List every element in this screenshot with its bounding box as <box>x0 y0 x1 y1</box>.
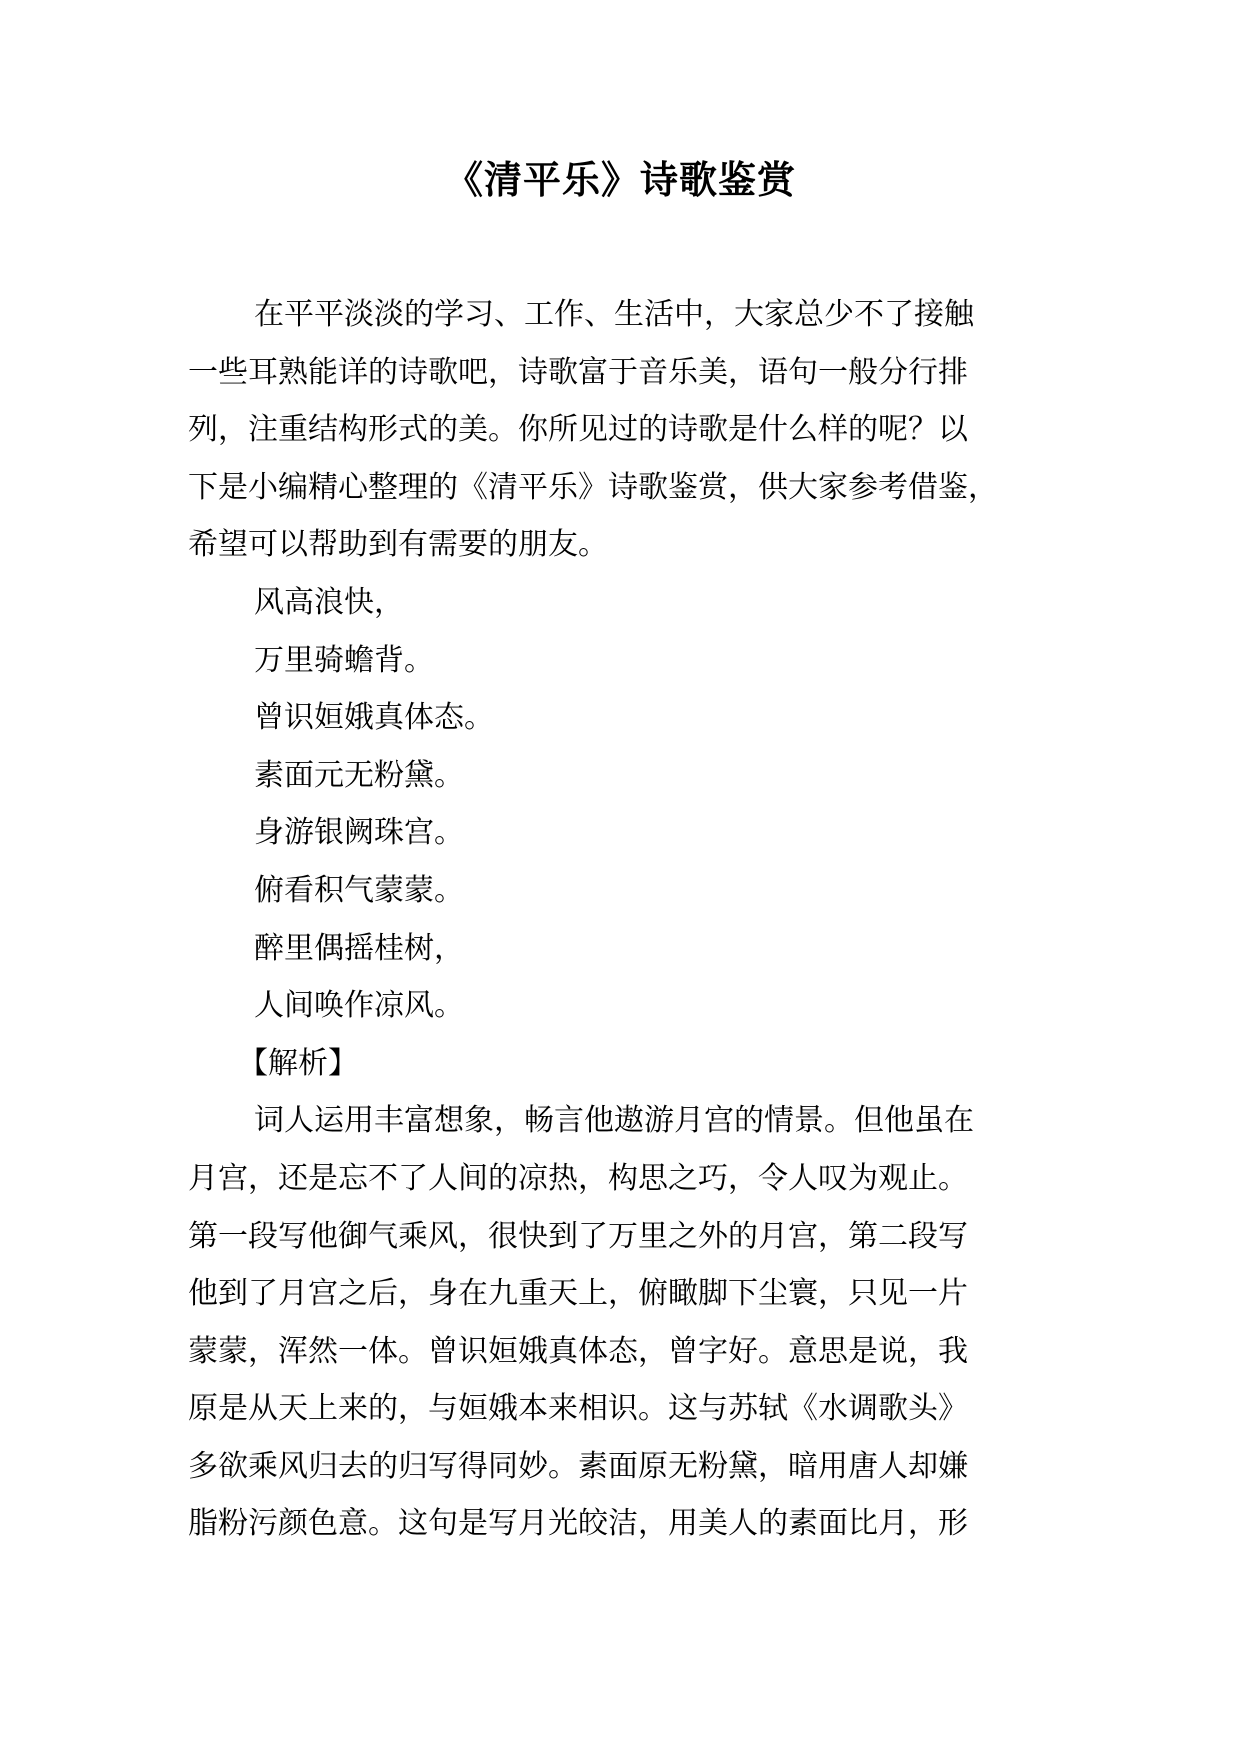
poem-line: 醉里偶摇桂树， <box>254 930 464 966</box>
intro-line: 列，注重结构形式的美。你所见过的诗歌是什么样的呢？以 <box>188 412 968 448</box>
poem-line: 素面元无粉黛。 <box>254 757 464 793</box>
intro-line: 下是小编精心整理的《清平乐》诗歌鉴赏，供大家参考借鉴， <box>188 469 998 505</box>
poem-line: 曾识姮娥真体态。 <box>254 700 494 736</box>
analysis-line: 词人运用丰富想象，畅言他遨游月宫的情景。但他虽在 <box>254 1103 974 1139</box>
analysis-line: 第一段写他御气乘风，很快到了万里之外的月宫，第二段写 <box>188 1218 968 1254</box>
poem-line: 俯看积气蒙蒙。 <box>254 872 464 908</box>
analysis-line: 原是从天上来的，与姮娥本来相识。这与苏轼《水调歌头》 <box>188 1391 968 1427</box>
intro-line: 在平平淡淡的学习、工作、生活中，大家总少不了接触 <box>254 297 974 332</box>
poem-line: 万里骑蟾背。 <box>254 642 434 678</box>
document-body <box>188 286 1058 1553</box>
intro-line: 一些耳熟能详的诗歌吧，诗歌富于音乐美，语句一般分行排 <box>188 354 968 390</box>
analysis-heading-block <box>188 1035 1058 1093</box>
analysis-heading: 【解析】 <box>238 1045 358 1081</box>
poem-block <box>188 574 1058 1035</box>
document-title: 《清平乐》诗歌鉴赏 <box>444 157 796 202</box>
poem-line: 风高浪快， <box>254 584 404 620</box>
analysis-line: 他到了月宫之后，身在九重天上，俯瞰脚下尘寰，只见一片 <box>188 1276 968 1312</box>
analysis-line: 脂粉污颜色意。这句是写月光皎洁，用美人的素面比月，形 <box>188 1506 968 1542</box>
analysis-paragraph <box>188 1092 1058 1553</box>
poem-line: 身游银阙珠宫。 <box>254 815 464 851</box>
analysis-line: 多欲乘风归去的归写得同妙。素面原无粉黛，暗用唐人却嫌 <box>188 1448 968 1484</box>
intro-line: 希望可以帮助到有需要的朋友。 <box>188 527 608 563</box>
analysis-line: 蒙蒙，浑然一体。曾识姮娥真体态，曾字好。意思是说，我 <box>188 1333 968 1369</box>
intro-paragraph <box>188 286 1058 574</box>
poem-line: 人间唤作凉风。 <box>254 988 464 1024</box>
analysis-line: 月宫，还是忘不了人间的凉热，构思之巧，令人叹为观止。 <box>188 1160 968 1196</box>
